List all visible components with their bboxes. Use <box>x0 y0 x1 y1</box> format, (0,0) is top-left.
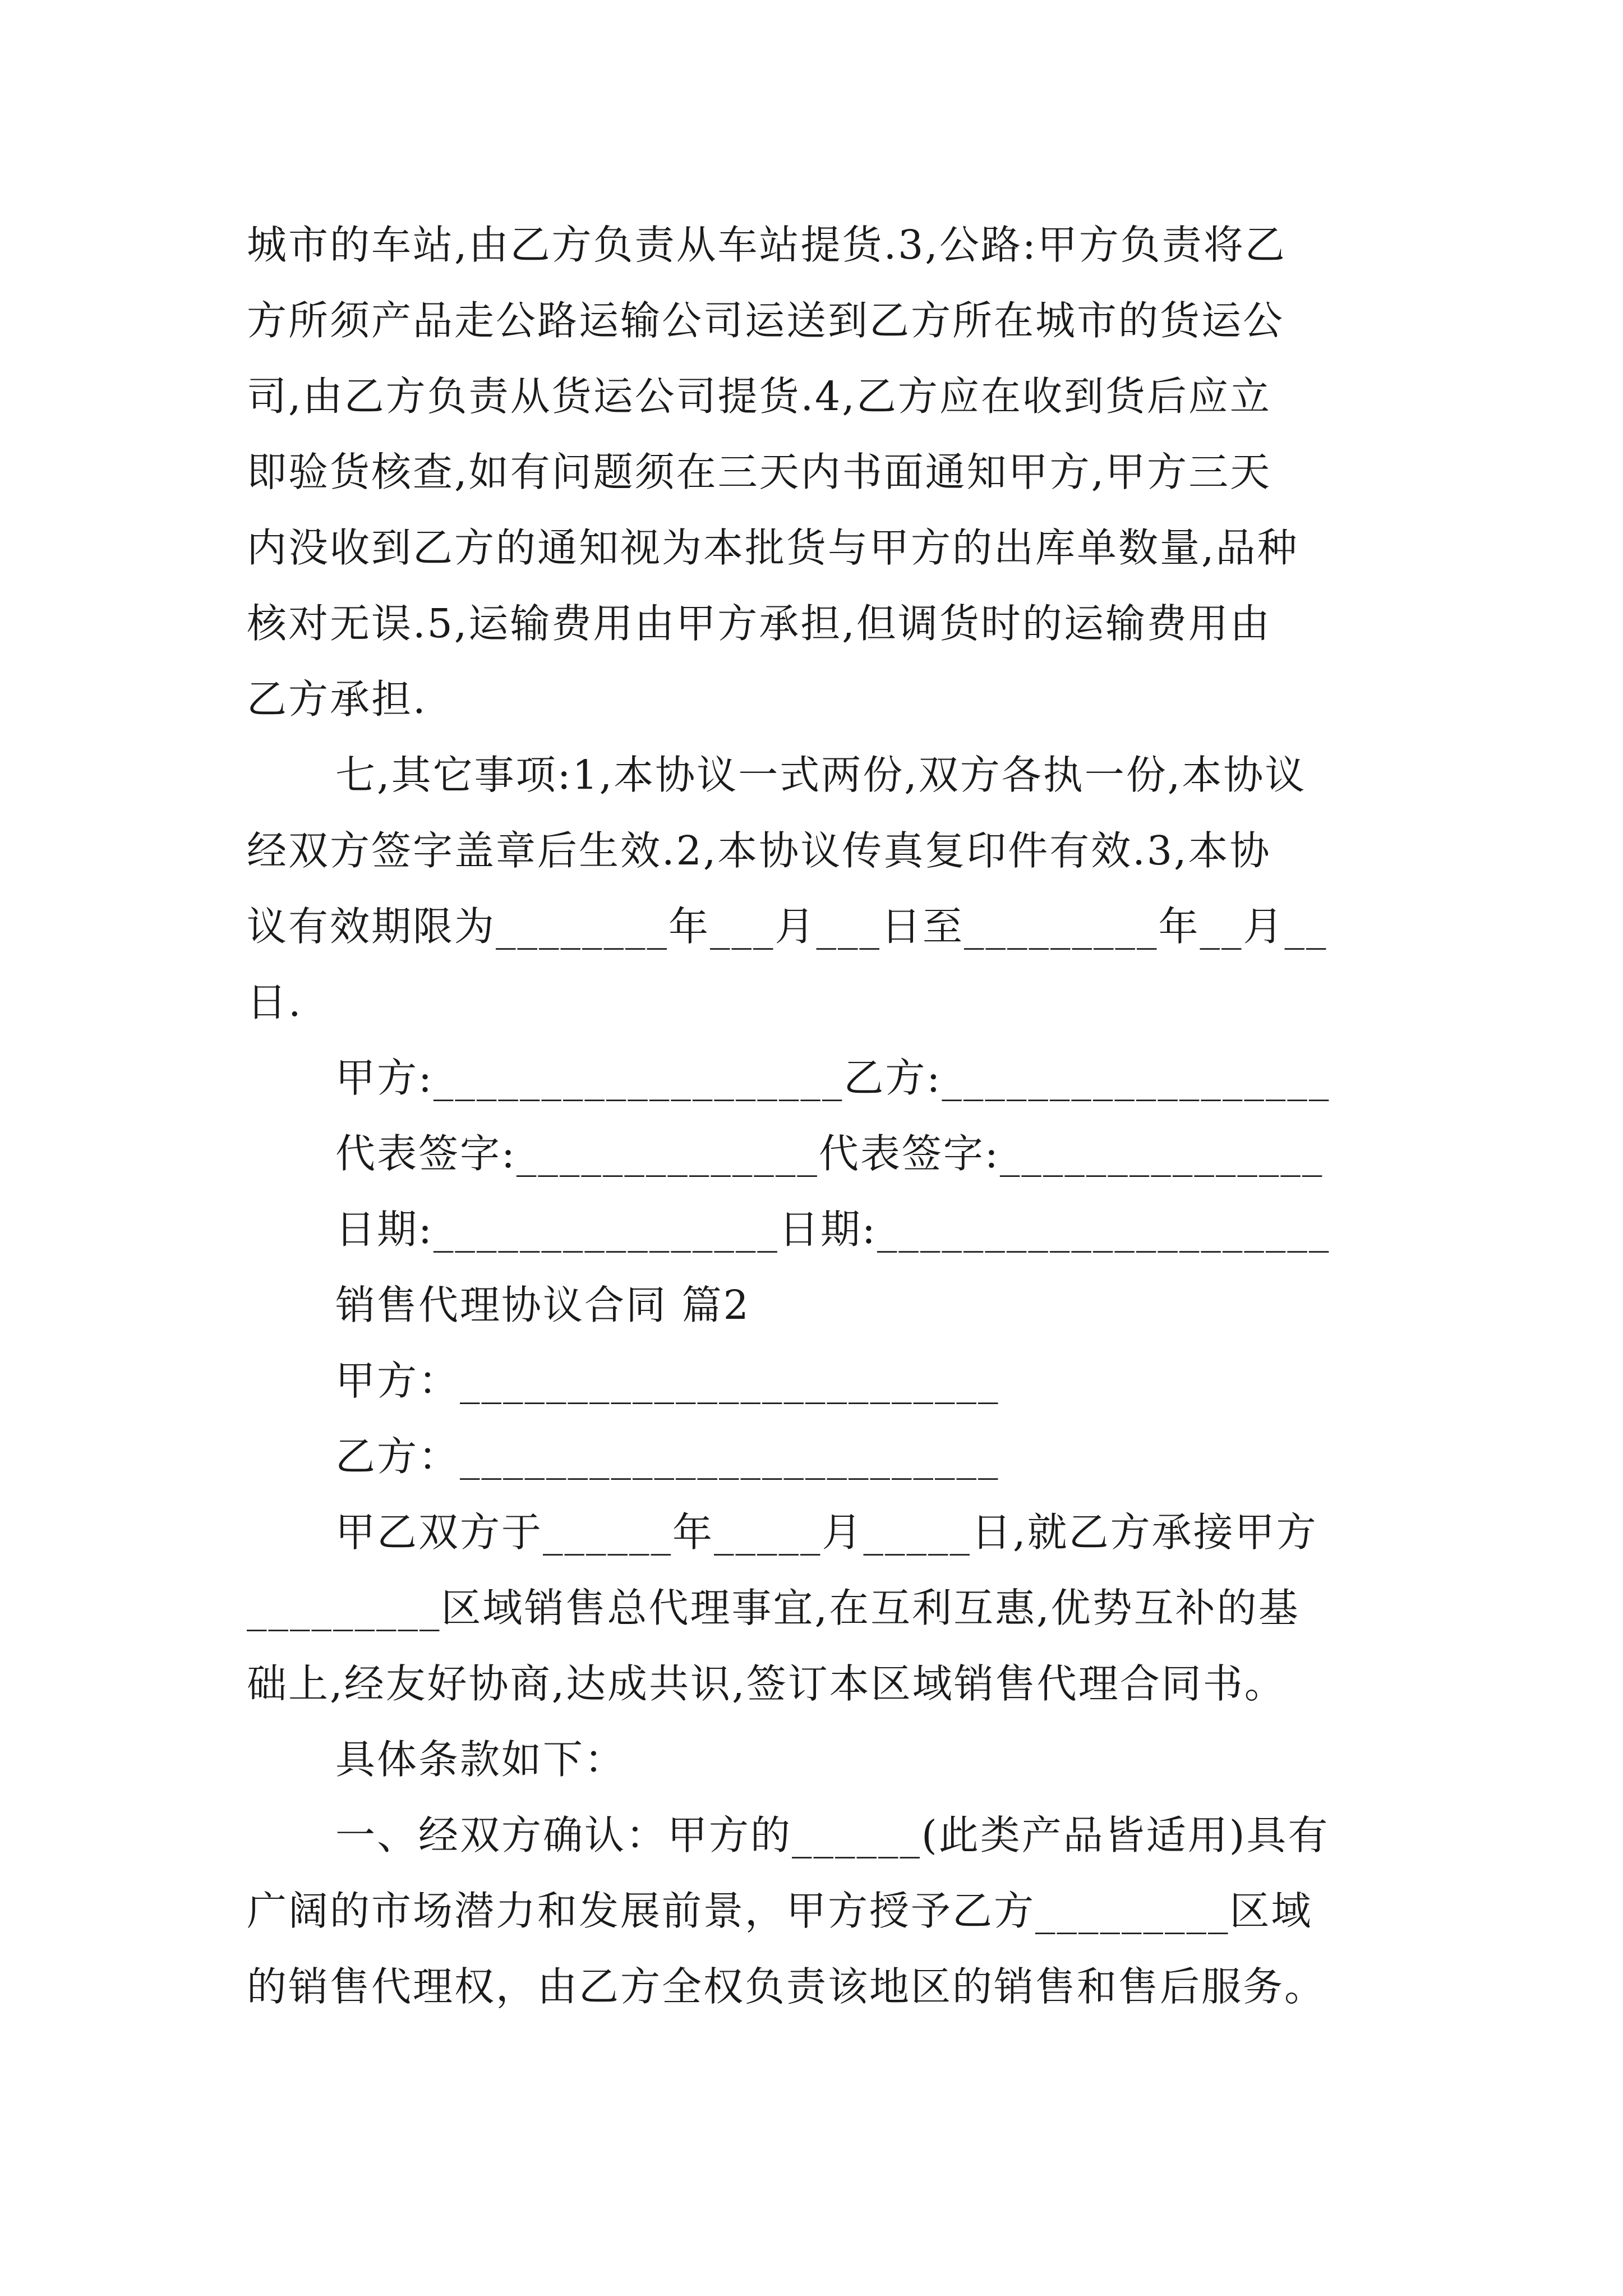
clause-one-line: 广阔的市场潜力和发展前景，甲方授予乙方_________区域 <box>247 1888 1313 1934</box>
clause-one-line: 的销售代理权，由乙方全权负责该地区的销售和售后服务。 <box>247 1963 1326 2010</box>
intro-line: 础上,经友好协商,达成共识,签订本区域销售代理合同书。 <box>247 1660 1286 1707</box>
section-seven-line: 经双方签字盖章后生效.2,本协议传真复印件有效.3,本协 <box>247 827 1271 874</box>
clause-one-line: 一、经双方确认：甲方的______(此类产品皆适用)具有 <box>335 1812 1330 1858</box>
signature-line-representatives: 代表签字:______________代表签字:_______________ <box>335 1130 1324 1177</box>
signature-line-dates: 日期:________________日期:_____________________ <box>335 1206 1331 1253</box>
intro-line: _________区域销售总代理事宜,在互利互惠,优势互补的基 <box>247 1585 1300 1631</box>
paragraph-line: 司,由乙方负责从货运公司提货.4,乙方应在收到货后应立 <box>247 373 1271 420</box>
signature-line-parties: 甲方:___________________乙方:__________________ <box>335 1055 1331 1101</box>
party-b-line: 乙方：_________________________ <box>335 1433 1000 1480</box>
paragraph-line: 即验货核查,如有问题须在三天内书面通知甲方,甲方三天 <box>247 449 1272 495</box>
paragraph-line: 城市的车站,由乙方负责从车站提货.3,公路:甲方负责将乙 <box>247 222 1287 268</box>
intro-line: 甲乙双方于______年_____月_____日,就乙方承接甲方 <box>335 1509 1318 1556</box>
paragraph-line: 方所须产品走公路运输公司运送到乙方所在城市的货运公 <box>247 297 1285 344</box>
paragraph-line: 乙方承担. <box>247 676 427 723</box>
section-title: 销售代理协议合同 篇2 <box>335 1282 750 1328</box>
section-seven-line: 七,其它事项:1,本协议一式两份,双方各执一份,本协议 <box>335 752 1307 798</box>
paragraph-line: 核对无误.5,运输费用由甲方承担,但调货时的运输费用由 <box>247 600 1271 647</box>
terms-heading: 具体条款如下： <box>335 1736 626 1783</box>
paragraph-line: 内没收到乙方的通知视为本批货与甲方的出库单数量,品种 <box>247 524 1299 571</box>
section-seven-line: 日. <box>247 979 303 1025</box>
section-seven-line: 议有效期限为________年___月___日至_________年__月__ <box>247 903 1328 950</box>
party-a-line: 甲方：_________________________ <box>335 1358 1000 1404</box>
